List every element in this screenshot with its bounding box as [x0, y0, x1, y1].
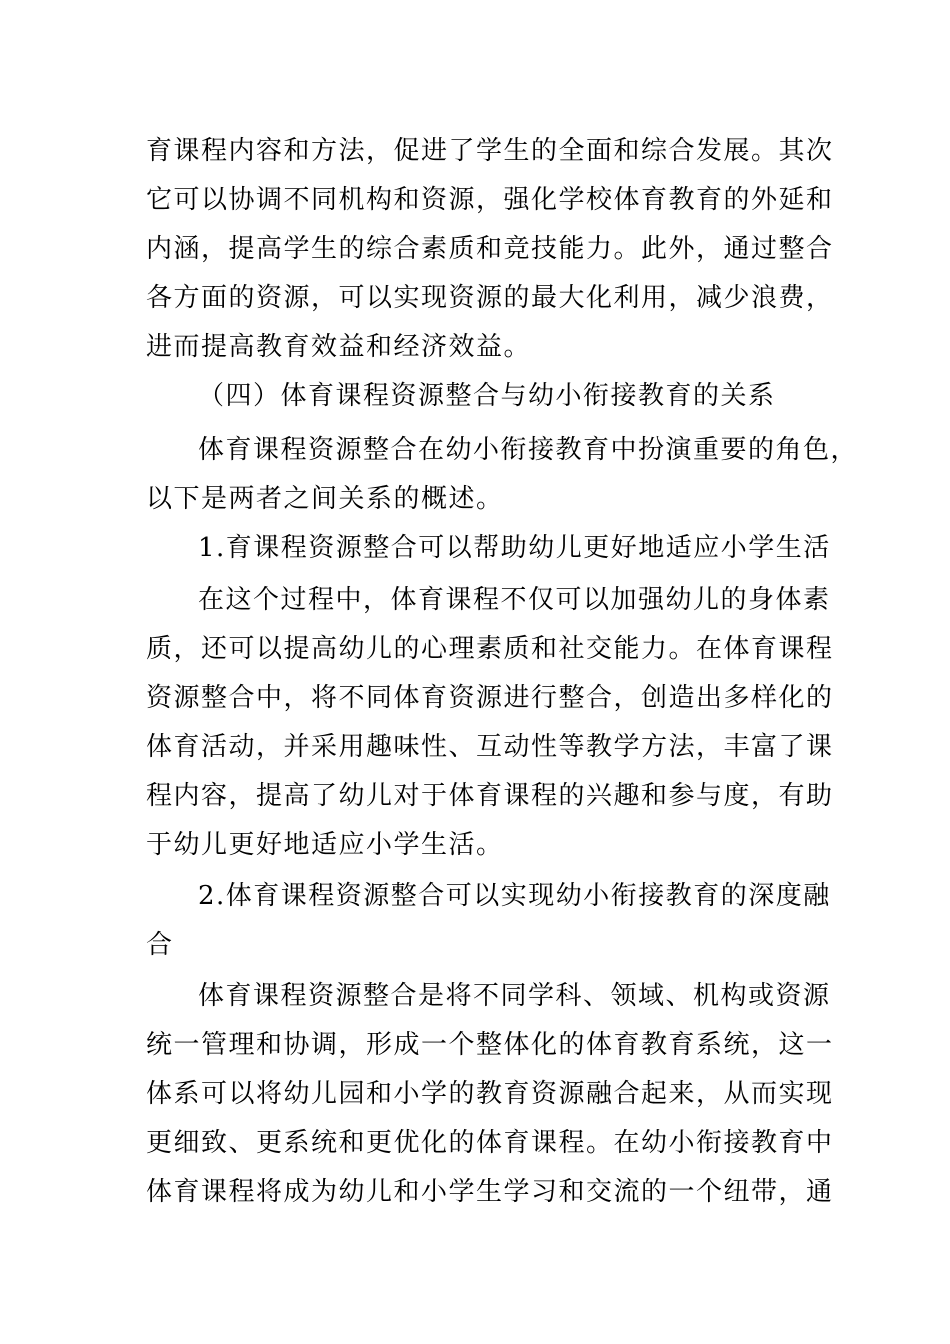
body-text-line: 它可以协调不同机构和资源，强化学校体育教育的外延和: [146, 185, 834, 215]
subheading-continuation: 合: [146, 930, 174, 960]
body-text-line: 体系可以将幼儿园和小学的教育资源融合起来，从而实现: [146, 1079, 834, 1109]
section-heading: （四）体育课程资源整合与幼小衔接教育的关系: [198, 381, 776, 411]
body-text-line: 资源整合中，将不同体育资源进行整合，创造出多样化的: [146, 683, 834, 713]
body-text-line: 于幼儿更好地适应小学生活。: [146, 830, 504, 860]
body-text-line: 内涵，提高学生的综合素质和竞技能力。此外，通过整合: [146, 234, 834, 264]
body-text-line: 进而提高教育效益和经济效益。: [146, 332, 532, 362]
body-text-line: 统一管理和协调，形成一个整体化的体育教育系统，这一: [146, 1030, 834, 1060]
subheading: 2.体育课程资源整合可以实现幼小衔接教育的深度融: [198, 881, 831, 911]
subheading: 1.育课程资源整合可以帮助幼儿更好地适应小学生活: [198, 533, 831, 563]
body-text-line: 体育课程资源整合在幼小衔接教育中扮演重要的角色，: [198, 435, 859, 465]
body-text-line: 育课程内容和方法，促进了学生的全面和综合发展。其次: [146, 136, 834, 166]
body-text-line: 体育课程将成为幼儿和小学生学习和交流的一个纽带，通: [146, 1177, 834, 1207]
body-text-line: 体育课程资源整合是将不同学科、领域、机构或资源: [198, 981, 831, 1011]
body-text-line: 质，还可以提高幼儿的心理素质和社交能力。在体育课程: [146, 634, 834, 664]
body-text-line: 在这个过程中，体育课程不仅可以加强幼儿的身体素: [198, 585, 831, 615]
body-text-line: 各方面的资源，可以实现资源的最大化利用，减少浪费，: [146, 283, 834, 313]
body-text-line: 程内容，提高了幼儿对于体育课程的兴趣和参与度，有助: [146, 781, 834, 811]
body-text-line: 体育活动，并采用趣味性、互动性等教学方法，丰富了课: [146, 732, 834, 762]
body-text-line: 更细致、更系统和更优化的体育课程。在幼小衔接教育中: [146, 1128, 834, 1158]
body-text-line: 以下是两者之间关系的概述。: [146, 484, 504, 514]
